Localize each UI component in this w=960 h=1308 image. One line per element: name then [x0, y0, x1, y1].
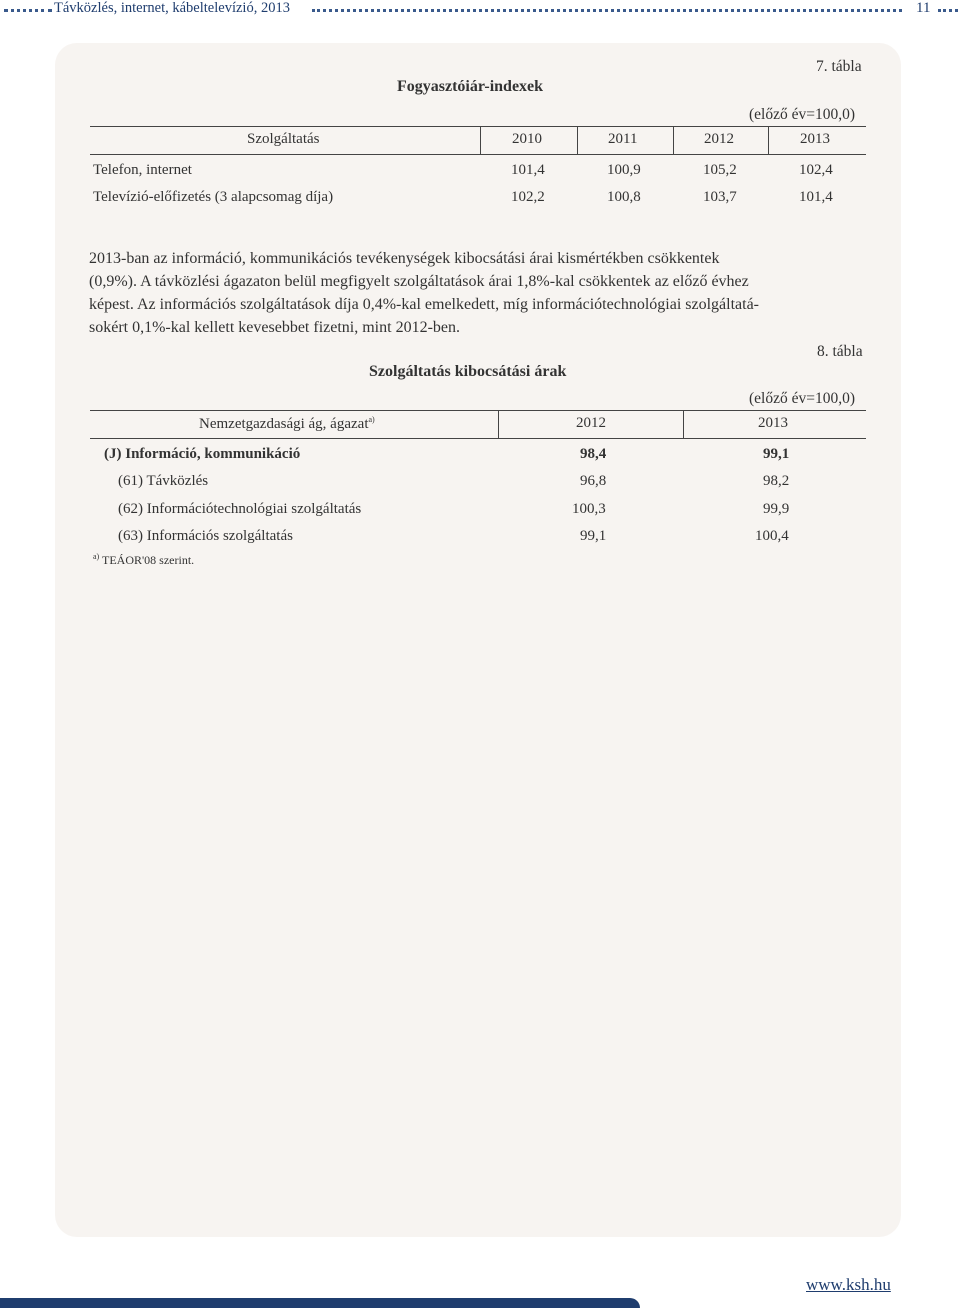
footnote-text: TEÁOR'08 szerint.	[102, 553, 195, 567]
table7-top-rule	[90, 126, 866, 127]
page-number: 11	[916, 0, 931, 16]
table8-top-rule	[90, 410, 866, 411]
table7-cell: 103,7	[703, 189, 737, 205]
table7-col-separator	[673, 127, 674, 154]
header-dots-left	[4, 9, 52, 12]
paragraph-line: képest. Az információs szolgáltatások díja 0,4%-kal emelkedett, míg információtechnológiai szolgáltatá-	[89, 296, 760, 313]
table7-col-separator	[480, 127, 481, 154]
table7-label: 7. tábla	[816, 58, 862, 75]
table8-row-name: (61) Távközlés	[118, 473, 209, 489]
table7-row-name: Televízió-előfizetés (3 alapcsomag díja)	[93, 189, 334, 205]
paragraph-line: 2013-ban az információ, kommunikációs tevékenységek kibocsátási árai kismértékben csökkentek	[89, 250, 720, 267]
table7-header-2012: 2012	[704, 131, 734, 147]
table8-row-name: (J) Információ, kommunikáció	[104, 446, 301, 462]
table7-cell: 101,4	[799, 189, 833, 205]
table7-cell: 100,9	[607, 162, 641, 178]
table8-cell: 100,3	[572, 501, 606, 517]
footer-swoosh	[0, 1298, 640, 1308]
table8-cell: 99,9	[763, 501, 790, 517]
table8-footnote	[93, 552, 194, 568]
header-dots-end	[938, 9, 958, 12]
table8-cell: 99,1	[763, 446, 790, 462]
table8-col-separator	[498, 411, 499, 438]
footnote-mark: a)	[93, 552, 100, 561]
table8-header-2012: 2012	[576, 415, 606, 431]
running-title: Távközlés, internet, kábeltelevízió, 2013	[54, 0, 290, 16]
table7-header-2010: 2010	[512, 131, 542, 147]
table8-col-separator	[683, 411, 684, 438]
content-panel	[55, 43, 901, 1237]
table8-cell: 98,2	[763, 473, 790, 489]
table8-header-sector-text: Nemzetgazdasági ág, ágazat	[199, 416, 369, 432]
table8-cell: 100,4	[755, 528, 789, 544]
table8-header-sector	[199, 415, 375, 433]
table8-header-rule	[90, 438, 866, 439]
table7-col-separator	[768, 127, 769, 154]
table7-title: Fogyasztóiár-indexek	[397, 78, 544, 95]
paragraph-line: sokért 0,1%-kal kellett kevesebbet fizetni, mint 2012-ben.	[89, 319, 460, 336]
table7-cell: 102,4	[799, 162, 833, 178]
table7-cell: 102,2	[511, 189, 545, 205]
table7-header-2013: 2013	[800, 131, 830, 147]
table8-header-2013: 2013	[758, 415, 788, 431]
table8-unit: (előző év=100,0)	[749, 390, 856, 407]
body-paragraph	[89, 247, 867, 339]
table7-header-2011: 2011	[608, 131, 638, 147]
table7-header-rule	[90, 154, 866, 155]
table8-cell: 96,8	[580, 473, 607, 489]
table7-unit: (előző év=100,0)	[749, 106, 856, 123]
table7-header-service: Szolgáltatás	[247, 131, 320, 147]
paragraph-line: (0,9%). A távközlési ágazaton belül megfigyelt szolgáltatások árai 1,8%-kal csökkentek az előző évhez	[89, 273, 749, 290]
table8-cell: 99,1	[580, 528, 607, 544]
table8-header-note-mark: a)	[368, 415, 375, 424]
table8-cell: 98,4	[580, 446, 607, 462]
footer-url-link[interactable]: www.ksh.hu	[806, 1275, 891, 1294]
table7-cell: 101,4	[511, 162, 545, 178]
table7-cell: 100,8	[607, 189, 641, 205]
table8-row-name: (62) Információtechnológiai szolgáltatás	[118, 501, 362, 517]
header-dots-right	[312, 9, 902, 12]
table8-title: Szolgáltatás kibocsátási árak	[369, 363, 567, 380]
table7-row-name: Telefon, internet	[93, 162, 192, 178]
table8-label: 8. tábla	[817, 343, 863, 360]
table7-col-separator	[577, 127, 578, 154]
table8-row-name: (63) Információs szolgáltatás	[118, 528, 293, 544]
table7-cell: 105,2	[703, 162, 737, 178]
